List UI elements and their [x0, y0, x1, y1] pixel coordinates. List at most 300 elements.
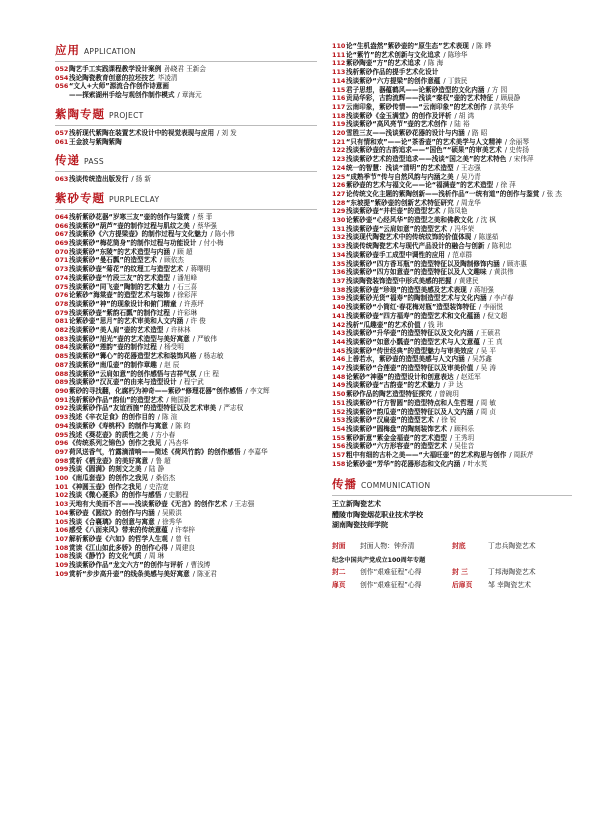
toc-entry-author: / 余丽琴: [504, 137, 529, 146]
toc-entry-title: 浅谈紫砂“高风亮节”壶的艺术创作: [346, 120, 447, 129]
toc-entry[interactable]: [55, 448, 317, 457]
toc-entry-page: 142: [332, 320, 346, 329]
toc-entry-text: [346, 303, 572, 312]
toc-entry[interactable]: [332, 216, 572, 225]
toc-entry-text: [69, 509, 317, 518]
toc-entry-author: / 张 杰: [542, 189, 562, 198]
toc-entry-page: 122: [332, 146, 346, 155]
toc-entry[interactable]: [55, 500, 317, 509]
toc-entry-author: / 吴 平: [476, 346, 496, 355]
toc-entry[interactable]: [55, 283, 317, 292]
toc-entry-title: 浅谈传统造出版发行: [69, 175, 129, 184]
toc-entry[interactable]: [332, 364, 572, 373]
toc-entry[interactable]: [332, 425, 572, 434]
advertising-index: [332, 540, 577, 592]
toc-entry[interactable]: [332, 251, 572, 260]
section-divider: [332, 495, 572, 496]
toc-entry[interactable]: [55, 248, 317, 257]
organization-name[interactable]: 湖南陶瓷技师学院: [332, 521, 388, 530]
toc-entry-author: / 蔡 菲: [192, 212, 213, 221]
toc-entry-author: / 赵廷军: [456, 372, 481, 381]
toc-entry[interactable]: [332, 164, 572, 173]
toc-entry-text: [69, 256, 317, 265]
toc-entry-author: / 曾 钰: [170, 534, 191, 543]
toc-entry-page: 089: [55, 378, 69, 387]
toc-entry-text: [346, 338, 572, 347]
toc-entry[interactable]: [332, 303, 572, 312]
toc-entry-author: / 冯华荣: [449, 224, 475, 233]
toc-entry-page: 154: [332, 424, 346, 433]
toc-entry-title: 浅谈紫砂《寿桃杯》的制作与寓意: [69, 421, 168, 430]
toc-entry-page: 090: [55, 386, 69, 395]
toc-entry-title: 浅谈紫砂“旭光”壶的艺术造型与美好寓意: [69, 334, 190, 343]
toc-entry[interactable]: [332, 347, 572, 356]
toc-entry-author: / 许彩琳: [172, 308, 198, 317]
toc-entry[interactable]: [332, 155, 572, 164]
toc-entry-author: / 石三喜: [172, 282, 198, 291]
ad-content[interactable]: 封面人物：钟乔清: [360, 541, 415, 550]
toc-entry-author: / 徐 锐: [436, 416, 457, 425]
toc-entry-title: 云南印象，紫砂传情——“云南印象”的艺术创作: [346, 102, 487, 111]
toc-entry-author: / 王硕君: [476, 329, 501, 338]
toc-entry-page: 113: [332, 68, 346, 77]
ad-content[interactable]: 丁邦海陶瓷艺术: [488, 567, 536, 576]
section-title-zh: 传递: [55, 153, 80, 168]
toc-entry[interactable]: [55, 230, 317, 239]
toc-entry-title: 论紫砂壶“心经风华”的造型之美和佛教文化: [346, 216, 474, 225]
toc-entry-author: / 潘旭峰: [172, 273, 198, 282]
toc-entry-title: 浅谈紫砂“曼石瓢”的造型艺术: [69, 256, 157, 265]
toc-entry[interactable]: [55, 175, 317, 184]
toc-entry-title: 浅谈紫砂“云肩如意”的创作感悟与吉祥气氛: [69, 369, 197, 378]
toc-entry-text: [69, 326, 317, 335]
toc-entry-text: [69, 552, 317, 561]
toc-entry[interactable]: [55, 361, 317, 370]
toc-entry[interactable]: [332, 59, 572, 68]
toc-entry[interactable]: [332, 338, 572, 347]
toc-entry[interactable]: [55, 352, 317, 361]
toc-entry-title: 论紫砂壶“芳华”的花器形态和文化内涵: [346, 459, 461, 468]
toc-entry-page: 114: [332, 76, 346, 85]
toc-entry-text: [69, 439, 317, 448]
toc-entry-author: / 王秀玥: [449, 433, 475, 442]
toc-entry-title: 解析紫砂壶《六如》的哲学人生观: [69, 534, 168, 543]
toc-entry[interactable]: [55, 422, 317, 431]
toc-entry-author: / 杨志敏: [199, 352, 224, 361]
ad-position-label: 封 三: [452, 567, 468, 576]
toc-entry-text: [69, 230, 317, 239]
toc-entry-author: / 陈 渲: [157, 413, 178, 422]
toc-entry[interactable]: [55, 439, 317, 448]
toc-entry-title: 君子思想，器蕴鹤风——论紫砂造型的文化内涵: [346, 85, 485, 94]
toc-entry-text: [69, 387, 317, 396]
toc-entry-page: 107: [55, 534, 69, 543]
toc-entry[interactable]: [55, 265, 317, 274]
toc-entry-title: 浅谈紫砂《金玉满堂》的创作及评析: [346, 111, 452, 120]
toc-entry[interactable]: [332, 408, 572, 417]
toc-entry-page: 132: [332, 233, 346, 242]
toc-entry-author: / 杨受明: [159, 343, 184, 352]
toc-entry-title: 论紫砂“海棠壶”的造型艺术与装饰: [69, 291, 170, 300]
toc-entry[interactable]: [55, 309, 317, 318]
toc-entry-text: [69, 291, 317, 300]
toc-entry[interactable]: [332, 381, 572, 390]
toc-entry-title: 浅谈紫砂“同飞壶”陶制的艺术魅力: [69, 282, 170, 291]
toc-entry-page: 137: [332, 276, 346, 285]
toc-entry-author: / 严敏伟: [192, 334, 217, 343]
toc-entry[interactable]: [55, 274, 317, 283]
toc-entry[interactable]: [332, 51, 572, 60]
toc-entry-page: 124: [332, 163, 346, 172]
toc-entry-page: 120: [332, 129, 346, 138]
toc-entry-page: 093: [55, 413, 69, 422]
toc-entry-page: 140: [332, 303, 346, 312]
toc-entry-page: 129: [332, 207, 346, 216]
toc-entry-page: 108: [55, 552, 69, 561]
toc-entry-text: [69, 500, 317, 509]
toc-entry[interactable]: [332, 138, 572, 147]
toc-entry-title: 《神圆玉壶》创作之我见: [69, 482, 142, 491]
toc-entry-text: [69, 82, 317, 91]
toc-entry[interactable]: [55, 465, 317, 474]
toc-entry-page: 156: [332, 442, 346, 451]
toc-entry[interactable]: [332, 86, 572, 95]
toc-entry-title: 浅谈紫砂“六方提梁”的创作意蕴: [346, 76, 441, 85]
toc-entry[interactable]: [55, 457, 317, 466]
toc-entry[interactable]: [332, 103, 572, 112]
toc-entry-page: 069: [55, 239, 69, 248]
toc-entry[interactable]: [55, 491, 317, 500]
toc-entry-page: 103: [55, 500, 69, 509]
toc-entry-author: / 庄 程: [199, 369, 219, 378]
toc-entry-author: / 顾科乐: [449, 424, 475, 433]
toc-entry-page: 121: [332, 137, 346, 146]
toc-entry[interactable]: [332, 460, 572, 469]
toc-entry-page: 158: [332, 459, 346, 468]
toc-entry[interactable]: [332, 390, 572, 399]
section-title-zh: 紫陶专题: [55, 106, 105, 121]
toc-entry[interactable]: [332, 94, 572, 103]
toc-entry[interactable]: [55, 378, 317, 387]
toc-entry-author: / 徐彩萍: [172, 291, 198, 300]
toc-entry[interactable]: [332, 321, 572, 330]
toc-entry-title: 雪胜三友——浅谈紫砂花器的设计与内涵: [346, 129, 465, 138]
toc-entry-text: [346, 233, 572, 242]
toc-entry-title: ——探索湖州手绘与观创作制作模式: [69, 91, 175, 100]
toc-entry-page: 064: [55, 212, 69, 221]
toc-entry-title: 论“生机盎然”紫砂壶的“原生态”艺术表现: [346, 42, 469, 50]
toc-entry-title: 浅谈紫砂“四方香耳瓶”的造型特征以及陶制修饰内涵: [346, 259, 500, 268]
toc-entry-title: 浅谈《微心菱系》的创作与感悟: [69, 491, 162, 500]
section-entries: [55, 175, 317, 184]
ad-content[interactable]: 丁忠兵陶瓷艺术: [488, 541, 536, 550]
section-title-en: PURPLECLAY: [109, 194, 160, 204]
toc-entry[interactable]: [55, 413, 317, 422]
toc-entry-title: 浅谈紫砂“传世经典”的造型魅力与审美效应: [346, 346, 474, 355]
toc-entry-page: 125: [332, 172, 346, 181]
toc-entry-title: 浅谈紫砂“韵瓜壶”的造型特征以及人文内涵: [346, 407, 474, 416]
toc-entry-title: 浅谈紫砂“莲韵”壶的制作过程: [69, 343, 157, 352]
toc-entry-title: “只有情和欢”——论“茶香壶”的艺术美学与人文精神: [346, 137, 502, 146]
toc-entry-page: 092: [55, 404, 69, 413]
toc-entry-text: [346, 155, 572, 164]
toc-entry[interactable]: [55, 518, 317, 527]
toc-entry-page: 083: [55, 334, 69, 343]
toc-entry-page: 151: [332, 398, 346, 407]
toc-entry[interactable]: [55, 222, 317, 231]
toc-entry-author: / 叶水英: [463, 459, 488, 468]
organization-name[interactable]: 王立新陶瓷艺术: [332, 500, 381, 509]
toc-entry-text: [69, 378, 317, 387]
toc-entry-author: / 陈利忠: [487, 242, 512, 251]
toc-entry[interactable]: [55, 74, 317, 83]
toc-entry[interactable]: [332, 68, 572, 77]
toc-entry-title: 论传统文化主题的紫陶创新——浅析作品“一统有道”的创作与鉴赏: [346, 189, 540, 198]
toc-entry[interactable]: [55, 561, 317, 570]
toc-entry[interactable]: [332, 416, 572, 425]
toc-entry-text: [346, 442, 572, 451]
advertising-row: [332, 540, 577, 553]
toc-entry-text: [346, 42, 572, 51]
toc-entry[interactable]: [55, 213, 317, 222]
toc-entry-page: 088: [55, 369, 69, 378]
toc-entry[interactable]: [55, 370, 317, 379]
toc-entry[interactable]: [332, 77, 572, 86]
toc-entry-title: “东坡提”紫砂壶的创新艺术特征研究: [346, 198, 454, 207]
toc-entry[interactable]: [55, 138, 317, 147]
toc-entry-title: 浅谈紫砂“东陵”的艺术造型与内涵: [69, 247, 170, 256]
toc-entry-author: / 徐秀华: [157, 517, 182, 526]
toc-entry[interactable]: [332, 225, 572, 234]
section-title-en: APPLICATION: [84, 47, 136, 56]
toc-entry[interactable]: [332, 112, 572, 121]
toc-entry[interactable]: [55, 535, 317, 544]
toc-entry-title: “成熟季节”传与自然风韵与内涵之美: [346, 172, 454, 181]
toc-entry-text: [69, 465, 317, 474]
toc-entry-page: 109: [55, 561, 69, 570]
section-heading: [55, 106, 317, 122]
toc-entry-page: 079: [55, 308, 69, 317]
toc-entry-page: 061: [55, 137, 69, 146]
ad-content[interactable]: 邹 幸陶瓷艺术: [488, 580, 531, 589]
toc-entry[interactable]: [55, 317, 317, 326]
toc-entry[interactable]: [55, 335, 317, 344]
toc-entry[interactable]: [332, 207, 572, 216]
toc-entry[interactable]: [332, 242, 572, 251]
toc-entry[interactable]: [55, 326, 317, 335]
toc-entry-page: 148: [332, 372, 346, 381]
toc-entry-page: 084: [55, 343, 69, 352]
toc-entry-page: 111: [332, 50, 346, 59]
toc-entry[interactable]: [55, 509, 317, 518]
toc-entry-author: / 鲁 超: [151, 456, 171, 465]
toc-entry[interactable]: [55, 483, 317, 492]
toc-entry-author: / 宋伟萍: [509, 155, 534, 164]
toc-entry[interactable]: [332, 373, 572, 382]
toc-entry-text: [69, 222, 317, 231]
advertising-row: [332, 579, 577, 592]
toc-entry-author: / 史鹏程: [164, 491, 189, 500]
toc-entry-author: 毕凌清: [157, 73, 178, 82]
toc-entry-title: 浅谈紫砂《六方提梁壶》的制作过程与文化魅力: [69, 230, 208, 239]
toc-entry-page: 075: [55, 282, 69, 291]
toc-entry-text: [69, 457, 317, 466]
toc-entry[interactable]: [332, 268, 572, 277]
toc-entry-title: 统一的智慧：浅谈“清明”的艺术造型: [346, 163, 454, 172]
toc-entry-title: 浅谈紫砂“六方形容壶”的造型艺术: [346, 442, 447, 451]
toc-entry-title: 《传统系列之锦色》创作之我见: [69, 439, 162, 448]
toc-entry-text: [69, 343, 317, 352]
toc-entry[interactable]: [55, 404, 317, 413]
toc-entry-author: / 付小梅: [199, 239, 224, 248]
toc-entry-text: [346, 181, 572, 190]
toc-entry-page: 094: [55, 421, 69, 430]
toc-entry-text: [69, 91, 317, 100]
toc-entry[interactable]: [332, 181, 572, 190]
toc-entry[interactable]: [332, 173, 572, 182]
section-heading: [55, 42, 317, 58]
toc-entry-text: [346, 216, 572, 225]
toc-entry-title: 赏读《江山如此多娇》的创作心得: [69, 543, 168, 552]
toc-entry[interactable]: [332, 451, 572, 460]
toc-entry-author: / 周建良: [170, 543, 196, 552]
toc-entry-title: 赏析《栖龙壶》的美好寓意: [69, 456, 149, 465]
toc-entry-author: / 许燕坪: [179, 299, 204, 308]
toc-entry[interactable]: [55, 129, 317, 138]
toc-entry[interactable]: [55, 256, 317, 265]
toc-entry-text: [346, 112, 572, 121]
section-title-zh: 紫砂专题: [55, 190, 105, 205]
toc-entry-title: 浅谈紫砂壶“菊花”的纹理工与造型艺术: [69, 265, 184, 274]
toc-entry[interactable]: [332, 120, 572, 129]
toc-entry-author: / 顾 超: [172, 247, 193, 256]
toc-entry[interactable]: [55, 343, 317, 352]
toc-entry-page: 099: [55, 465, 69, 474]
toc-entry[interactable]: [332, 399, 572, 408]
toc-entry-page: 118: [332, 111, 346, 120]
toc-entry-title: 浅谈紫砂壶的古韵追求——“国色”“硕果”的审美艺术: [346, 146, 502, 155]
toc-entry-text: [69, 561, 317, 570]
toc-entry-author: / 吴苏鑫: [467, 355, 492, 364]
toc-entry[interactable]: [332, 442, 572, 451]
toc-entry-page: 106: [55, 526, 69, 535]
toc-entry-author: / 曹浅博: [186, 561, 211, 570]
section-divider: [55, 125, 317, 126]
toc-entry-title: 紫砂陶壶“方”的艺术追求: [346, 59, 421, 68]
toc-entry[interactable]: [332, 329, 572, 338]
toc-entry-page: 052: [55, 65, 69, 73]
toc-entry[interactable]: [55, 544, 317, 553]
toc-entry[interactable]: [55, 570, 317, 579]
toc-entry-text: [346, 225, 572, 234]
toc-entry-text: [69, 491, 317, 500]
toc-entry-text: [346, 277, 572, 286]
toc-entry-title: 紫砂新意“紫金金福壶”的艺术造型: [346, 433, 447, 442]
toc-entry-author: / 范卓群: [447, 250, 473, 259]
toc-entry[interactable]: [332, 277, 572, 286]
toc-entry[interactable]: [55, 291, 317, 300]
toc-entry-author: / 方小春: [151, 430, 176, 439]
toc-entry-title: 浅谈紫砂“汉瓦壶”的由来与造型设计: [69, 378, 177, 387]
toc-entry-text: [69, 248, 317, 257]
toc-entry-text: [346, 381, 572, 390]
ad-content[interactable]: 创作“艰难征程”心得: [360, 567, 422, 576]
toc-entry[interactable]: [55, 239, 317, 248]
toc-entry-page: 117: [332, 102, 346, 111]
toc-entry-author: / 黄洪伟: [489, 268, 514, 277]
toc-entry-text: [346, 51, 572, 60]
toc-entry[interactable]: [332, 233, 572, 242]
toc-entry-title: 浅谈紫砂“小筒红·春花梅对瓶”造型装饰特征: [346, 303, 476, 312]
toc-entry-text: [346, 364, 572, 373]
toc-entry-title: 浅谈紫砂壶“古韵壶”的艺术魅力: [346, 381, 441, 390]
toc-entry-page: 141: [332, 311, 346, 320]
toc-entry[interactable]: [55, 474, 317, 483]
toc-entry[interactable]: [55, 91, 317, 100]
toc-entry-page: 157: [332, 451, 346, 460]
toc-entry-text: [346, 425, 572, 434]
toc-entry[interactable]: [332, 129, 572, 138]
toc-entry-title: 浅谈紫砂壶“珍琅”的造型美感及艺术表现: [346, 285, 467, 294]
toc-entry[interactable]: [55, 300, 317, 309]
toc-entry-text: [69, 413, 317, 422]
toc-entry-author: / 蒋旭强: [469, 285, 494, 294]
ad-content[interactable]: 创作“艰难征程”心得: [360, 580, 422, 589]
toc-entry[interactable]: [332, 312, 572, 321]
toc-entry[interactable]: [55, 396, 317, 405]
toc-entry-author: / 程宁武: [179, 378, 204, 387]
toc-entry-text: [346, 390, 572, 399]
toc-entry[interactable]: [55, 552, 317, 561]
toc-entry[interactable]: [55, 65, 317, 74]
toc-entry[interactable]: [332, 355, 572, 364]
toc-entry[interactable]: [55, 387, 317, 396]
toc-entry[interactable]: [332, 199, 572, 208]
organization-name[interactable]: 醴陵市陶瓷烟花职业技术学校: [332, 510, 423, 519]
toc-entry-text: [346, 164, 572, 173]
toc-entry[interactable]: [55, 82, 317, 91]
toc-entry-text: [346, 416, 572, 425]
toc-entry-author: 孙晓君 王新会: [164, 65, 206, 73]
toc-entry-title: 王金波与紫陶紫陶: [69, 137, 122, 146]
toc-entry-author: / 许 俊: [186, 317, 206, 326]
toc-entry-author: / 李文辉: [245, 386, 270, 395]
section-entries: [55, 129, 317, 146]
toc-entry[interactable]: [55, 526, 317, 535]
toc-entry[interactable]: [332, 190, 572, 199]
toc-entry-author: / 倪文超: [482, 311, 508, 320]
toc-entry[interactable]: [332, 42, 572, 51]
toc-entry-title: 浅谈紫砂光货“福寿”的陶制造型艺术与文化内涵: [346, 294, 487, 303]
section-title-zh: 应用: [55, 43, 80, 57]
toc-entry-title: 浅谈紫砂“四方如意壶”的造型特征以及人文趣味: [346, 268, 487, 277]
toc-entry[interactable]: [332, 286, 572, 295]
toc-entry[interactable]: [332, 146, 572, 155]
toc-entry[interactable]: [332, 434, 572, 443]
toc-entry-title: 浅谈紫砂作品“龙文六方”的创作与评析: [69, 561, 184, 570]
toc-entry[interactable]: [332, 294, 572, 303]
toc-entry[interactable]: [55, 431, 317, 440]
toc-entry-author: / 蔡华强: [192, 221, 217, 230]
toc-entry-title: 紫砂壶《圆纹》的创作与内涵: [69, 508, 155, 517]
ad-position-label: 封底: [452, 541, 466, 550]
toc-entry-author: / 许林林: [166, 326, 191, 335]
toc-entry-author: / 陆 裕: [449, 120, 470, 129]
toc-entry-text: [346, 321, 572, 330]
toc-entry-page: 100: [55, 474, 69, 483]
toc-entry-author: / 桑俗杰: [151, 474, 176, 483]
toc-entry[interactable]: [332, 260, 572, 269]
